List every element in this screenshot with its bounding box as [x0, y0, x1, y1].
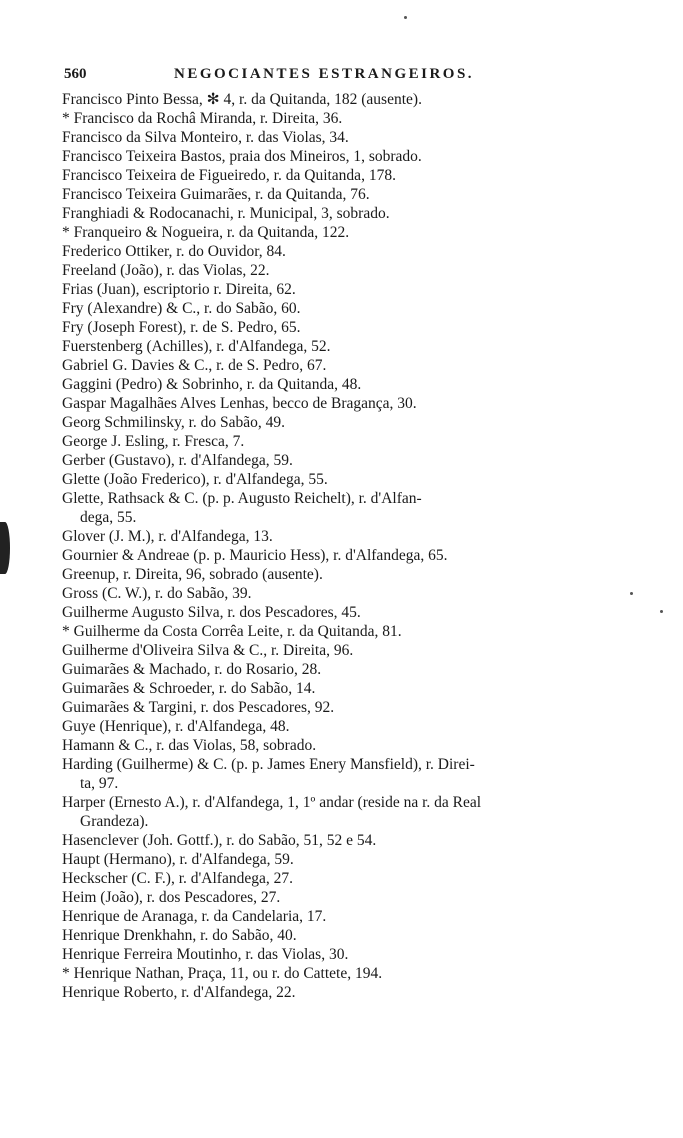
list-item: Guimarães & Machado, r. do Rosario, 28.	[62, 661, 322, 678]
list-item: Greenup, r. Direita, 96, sobrado (ausente).	[62, 566, 323, 583]
list-item: Gross (C. W.), r. do Sabão, 39.	[62, 585, 252, 602]
page-number: 560	[64, 66, 87, 82]
list-item: Henrique de Aranaga, r. da Candelaria, 17.	[62, 908, 327, 925]
list-item: Gerber (Gustavo), r. d'Alfandega, 59.	[62, 452, 293, 469]
list-item: Hamann & C., r. das Violas, 58, sobrado.	[62, 737, 317, 754]
list-item: Guilherme Augusto Silva, r. dos Pescadores, 45.	[62, 604, 361, 621]
list-item: Gaggini (Pedro) & Sobrinho, r. da Quitanda, 48.	[62, 376, 362, 393]
list-item: * Guilherme da Costa Corrêa Leite, r. da Quitanda, 81.	[62, 623, 402, 640]
list-item: Heim (João), r. dos Pescadores, 27.	[62, 889, 281, 906]
list-item: Glover (J. M.), r. d'Alfandega, 13.	[62, 528, 273, 545]
list-item-continuation: Grandeza).	[80, 813, 149, 830]
list-item: Harding (Guilherme) & C. (p. p. James Enery Mansfield), r. Direi-	[62, 756, 475, 773]
list-item: Freeland (João), r. das Violas, 22.	[62, 262, 270, 279]
list-item: Guimarães & Schroeder, r. do Sabão, 14.	[62, 680, 316, 697]
list-item: Haupt (Hermano), r. d'Alfandega, 59.	[62, 851, 294, 868]
list-item: Francisco Teixeira de Figueiredo, r. da Quitanda, 178.	[62, 167, 396, 184]
list-item: George J. Esling, r. Fresca, 7.	[62, 433, 245, 450]
list-item: Henrique Roberto, r. d'Alfandega, 22.	[62, 984, 296, 1001]
list-item-continuation: dega, 55.	[80, 509, 137, 526]
list-item: Glette (João Frederico), r. d'Alfandega, 55.	[62, 471, 328, 488]
list-item: * Franqueiro & Nogueira, r. da Quitanda, 122.	[62, 224, 350, 241]
list-item: Heckscher (C. F.), r. d'Alfandega, 27.	[62, 870, 293, 887]
list-item: * Francisco da Rochâ Miranda, r. Direita, 36.	[62, 110, 343, 127]
list-item: Henrique Ferreira Moutinho, r. das Violas, 30.	[62, 946, 349, 963]
running-title: NEGOCIANTES ESTRANGEIROS.	[174, 66, 475, 82]
list-item: Gabriel G. Davies & C., r. de S. Pedro, 67.	[62, 357, 327, 374]
list-item: Guilherme d'Oliveira Silva & C., r. Direita, 96.	[62, 642, 354, 659]
list-item: Franghiadi & Rodocanachi, r. Municipal, 3, sobrado.	[62, 205, 390, 222]
list-item: Francisco da Silva Monteiro, r. das Violas, 34.	[62, 129, 349, 146]
list-item: Fuerstenberg (Achilles), r. d'Alfandega, 52.	[62, 338, 331, 355]
list-item: Glette, Rathsack & C. (p. p. Augusto Reichelt), r. d'Alfan-	[62, 490, 422, 507]
merchant-list	[62, 90, 652, 1002]
list-item: Francisco Teixeira Guimarães, r. da Quitanda, 76.	[62, 186, 370, 203]
list-item: Francisco Pinto Bessa, ✻ 4, r. da Quitanda, 182 (ausente).	[62, 91, 422, 108]
list-item: Gaspar Magalhães Alves Lenhas, becco de Bragança, 30.	[62, 395, 417, 412]
list-item: Gournier & Andreae (p. p. Mauricio Hess), r. d'Alfandega, 65.	[62, 547, 448, 564]
paper-speck	[660, 610, 663, 613]
list-item: Guimarães & Targini, r. dos Pescadores, 92.	[62, 699, 335, 716]
list-item: Frederico Ottiker, r. do Ouvidor, 84.	[62, 243, 286, 260]
list-item-continuation: ta, 97.	[80, 775, 119, 792]
list-item: Henrique Drenkhahn, r. do Sabão, 40.	[62, 927, 297, 944]
list-item: Francisco Teixeira Bastos, praia dos Mineiros, 1, sobrado.	[62, 148, 422, 165]
list-item: Harper (Ernesto A.), r. d'Alfandega, 1, 1º andar (reside na r. da Real	[62, 794, 482, 811]
list-item: Hasenclever (Joh. Gottf.), r. do Sabão, 51, 52 e 54.	[62, 832, 377, 849]
binding-stain	[0, 522, 10, 574]
list-item: Frias (Juan), escriptorio r. Direita, 62.	[62, 281, 296, 298]
page-header	[64, 64, 544, 86]
list-item: Georg Schmilinsky, r. do Sabão, 49.	[62, 414, 286, 431]
list-item: Fry (Joseph Forest), r. de S. Pedro, 65.	[62, 319, 301, 336]
list-item: * Henrique Nathan, Praça, 11, ou r. do Cattete, 194.	[62, 965, 383, 982]
list-item: Guye (Henrique), r. d'Alfandega, 48.	[62, 718, 290, 735]
paper-speck	[404, 16, 407, 19]
list-item: Fry (Alexandre) & C., r. do Sabão, 60.	[62, 300, 301, 317]
